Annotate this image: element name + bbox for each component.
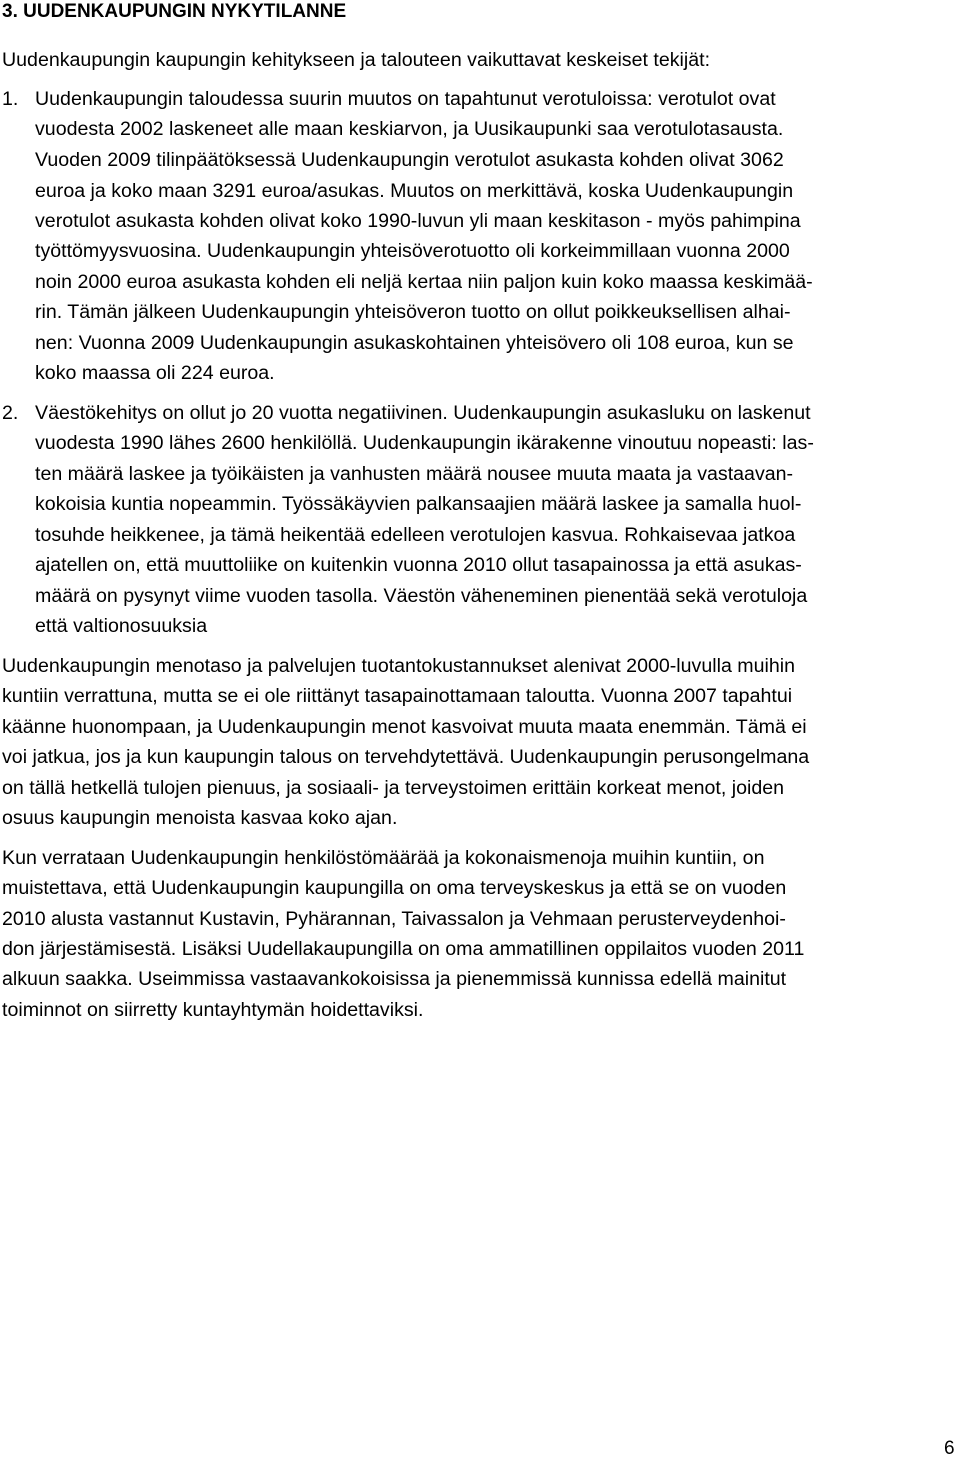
paragraph-2-line: toiminnot on siirretty kuntayhtymän hoidettaviksi.: [2, 999, 424, 1021]
list-item-1-line: verotulot asukasta kohden olivat koko 1990-luvun yli maan keskitason - myös pahimpina: [35, 210, 801, 232]
list-item-2-line: määrä on pysynyt viime vuoden tasolla. Väestön väheneminen pienentää sekä verotuloja: [35, 585, 808, 607]
paragraph-1-line: Uudenkaupungin menotaso ja palvelujen tuotantokustannukset alenivat 2000-luvulla muihin: [2, 655, 796, 677]
list-item-1-line: euroa ja koko maan 3291 euroa/asukas. Muutos on merkittävä, koska Uudenkaupungin: [35, 180, 794, 202]
list-item-1-line: nen: Vuonna 2009 Uudenkaupungin asukaskohtainen yhteisövero oli 108 euroa, kun se: [35, 332, 794, 354]
paragraph-2-line: muistettava, että Uudenkaupungin kaupungilla on oma terveyskeskus ja että se on vuoden: [2, 877, 787, 899]
paragraph-2-line: don järjestämisestä. Lisäksi Uudellakaupungilla on oma ammatillinen oppilaitos vuoden 2011: [2, 938, 805, 960]
list-item-1-line: Uudenkaupungin taloudessa suurin muutos on tapahtunut verotuloissa: verotulot ovat: [35, 88, 776, 110]
paragraph-2-line: 2010 alusta vastannut Kustavin, Pyhärannan, Taivassalon ja Vehmaan perusterveydenhoi-: [2, 908, 786, 930]
paragraph-2-line: alkuun saakka. Useimmissa vastaavankokoisissa ja pienemmissä kunnissa edellä mainitut: [2, 968, 787, 990]
list-item-2-line: kokoisia kuntia nopeammin. Työssäkäyvien palkansaajien määrä laskee ja samalla huol-: [35, 493, 802, 515]
list-item-2-line: vuodesta 1990 lähes 2600 henkilöllä. Uudenkaupungin ikärakenne vinoutuu nopeasti: las-: [35, 432, 814, 454]
list-item-1-line: rin. Tämän jälkeen Uudenkaupungin yhteisöveron tuotto on ollut poikkeuksellisen alhai-: [35, 301, 791, 323]
paragraph-1-line: kuntiin verrattuna, mutta se ei ole riittänyt tasapainottamaan taloutta. Vuonna 2007 tapahtui: [2, 685, 793, 707]
list-item-1-line: Vuoden 2009 tilinpäätöksessä Uudenkaupungin verotulot asukasta kohden olivat 3062: [35, 149, 784, 171]
list-item-number: 1.: [2, 88, 19, 110]
page-number: 6: [944, 1438, 955, 1459]
list-item-1-line: koko maassa oli 224 euroa.: [35, 362, 275, 384]
list-item-1-line: noin 2000 euroa asukasta kohden eli neljä kertaa niin paljon kuin koko maassa keskimää-: [35, 271, 813, 293]
paragraph-1-line: osuus kaupungin menoista kasvaa koko ajan.: [2, 807, 398, 829]
list-item-1-line: työttömyysvuosina. Uudenkaupungin yhteisöverotuotto oli korkeimmillaan vuonna 2000: [35, 240, 790, 262]
list-item-number: 2.: [2, 402, 19, 424]
intro-text: Uudenkaupungin kaupungin kehitykseen ja talouteen vaikuttavat keskeiset tekijät:: [2, 49, 711, 71]
list-item-2-line: että valtionosuuksia: [35, 615, 208, 637]
paragraph-1-line: voi jatkua, jos ja kun kaupungin talous on tervehdytettävä. Uudenkaupungin perusongelmana: [2, 746, 810, 768]
paragraph-2-line: Kun verrataan Uudenkaupungin henkilöstömäärää ja kokonaismenoja muihin kuntiin, on: [2, 847, 765, 869]
paragraph-1-line: käänne huonompaan, ja Uudenkaupungin menot kasvoivat muuta maata enemmän. Tämä ei: [2, 716, 807, 738]
section-heading: 3. UUDENKAUPUNGIN NYKYTILANNE: [2, 1, 347, 22]
list-item-2-line: Väestökehitys on ollut jo 20 vuotta negatiivinen. Uudenkaupungin asukasluku on laskenut: [35, 402, 811, 424]
list-item-2-line: ten määrä laskee ja työikäisten ja vanhusten määrä nousee muuta maata ja vastaavan-: [35, 463, 794, 485]
list-item-1-line: vuodesta 2002 laskeneet alle maan keskiarvon, ja Uusikaupunki saa verotulotasausta.: [35, 118, 784, 140]
paragraph-1-line: on tällä hetkellä tulojen pienuus, ja sosiaali- ja terveystoimen erittäin korkeat menot, joiden: [2, 777, 785, 799]
list-item-2-line: tosuhde heikkenee, ja tämä heikentää edelleen verotulojen kasvua. Rohkaisevaa jatkoa: [35, 524, 796, 546]
list-item-2-line: ajatellen on, että muuttoliike on kuitenkin vuonna 2010 ollut tasapainossa ja että asukas-: [35, 554, 802, 576]
